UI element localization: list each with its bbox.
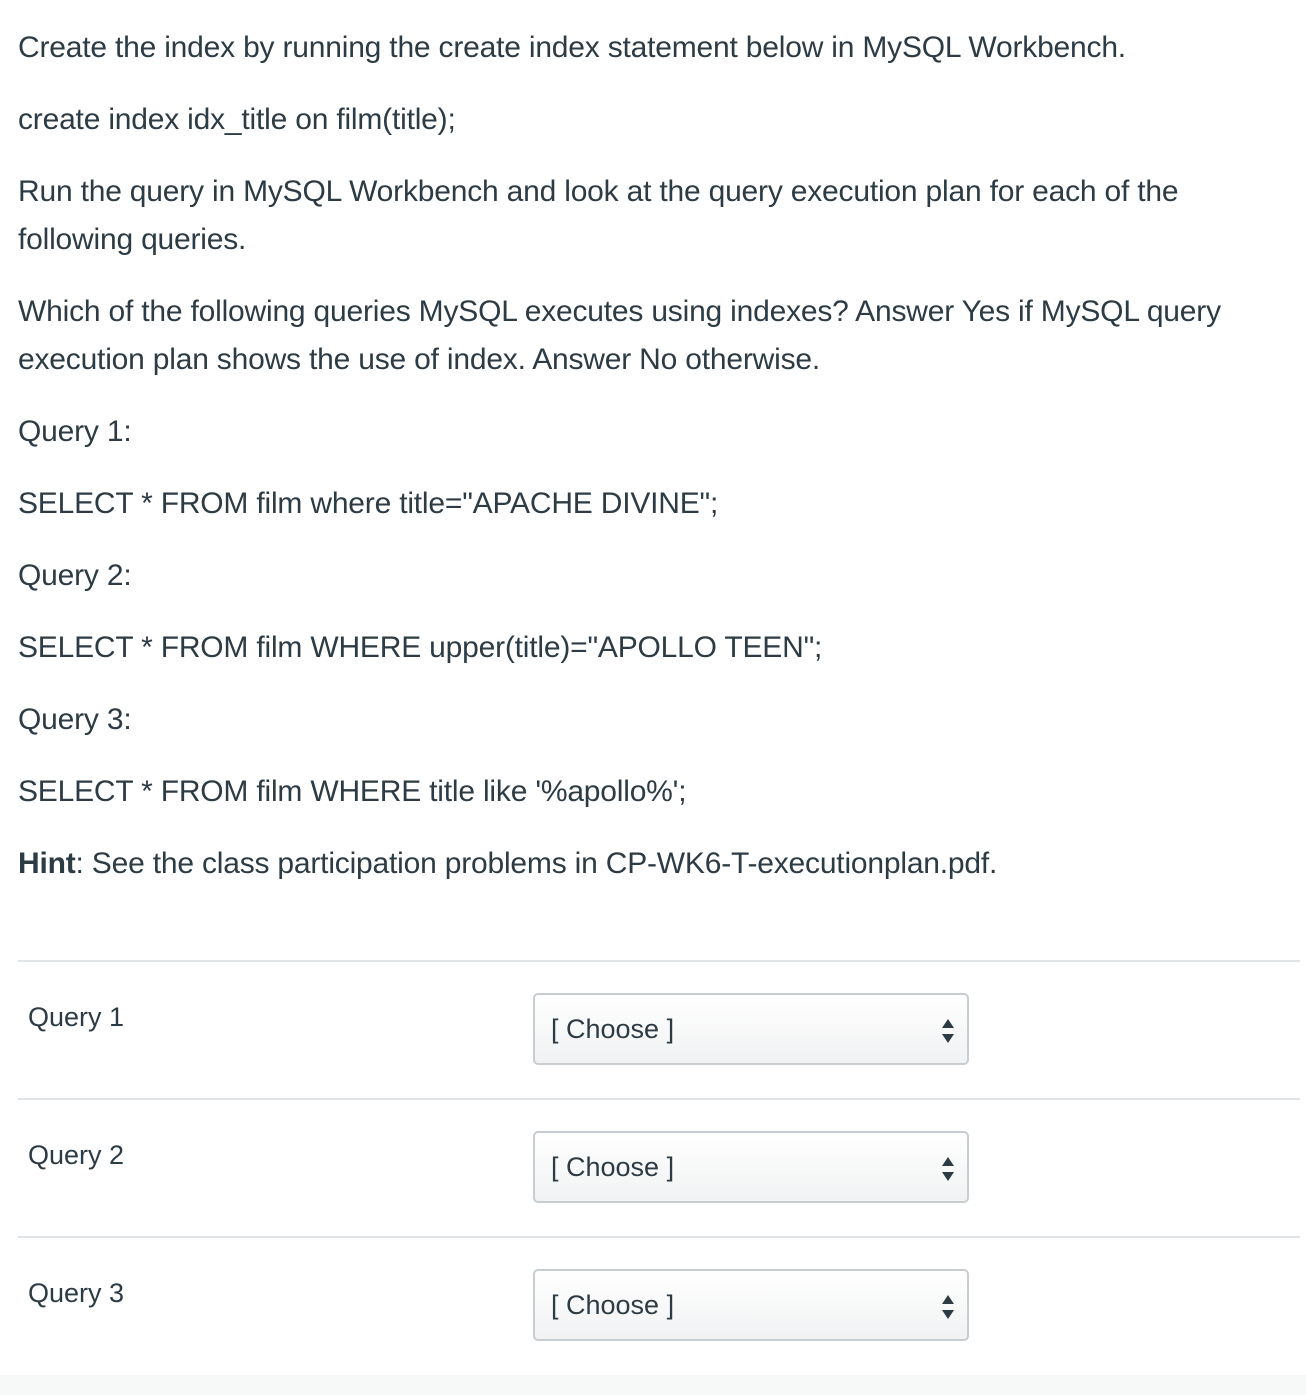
answer-row-query-1 [18,960,1300,1100]
answer-select-query-3[interactable] [533,1269,969,1341]
answer-select-query-1[interactable] [533,993,969,1065]
instruction-which-queries: Which of the following queries MySQL executes using indexes? Answer Yes if MySQL query execution plan shows the use of index. Answer No otherwise. [18,295,1221,376]
query-1-heading: Query 1: [18,415,132,448]
answer-row-query-3 [18,1236,1300,1376]
hint [18,840,1288,888]
hint-text: : See the class participation problems in CP-WK6-T-executionplan.pdf. [75,847,998,880]
answer-row-query-2 [18,1098,1300,1238]
up-down-arrows-icon [941,1293,955,1321]
page-bottom-edge [0,1375,1306,1395]
answer-label-query-1: Query 1 [28,1002,125,1032]
query-1-sql: SELECT * FROM film where title="APACHE DIVINE"; [18,487,719,520]
answer-label-query-3: Query 3 [28,1278,125,1308]
select-value: [ Choose ] [551,1152,675,1182]
up-down-arrows-icon [941,1155,955,1183]
query-2-sql: SELECT * FROM film WHERE upper(title)="APOLLO TEEN"; [18,631,823,664]
select-value: [ Choose ] [551,1014,675,1044]
query-3-heading: Query 3: [18,703,132,736]
hint-label: Hint [18,847,76,880]
instruction-create-index: Create the index by running the create index statement below in MySQL Workbench. [18,31,1126,64]
up-down-arrows-icon [941,1017,955,1045]
create-index-statement: create index idx_title on film(title); [18,103,456,136]
answer-select-query-2[interactable] [533,1131,969,1203]
instruction-run-query: Run the query in MySQL Workbench and look at the query execution plan for each of the following queries. [18,175,1179,256]
answer-label-query-2: Query 2 [28,1140,125,1170]
query-2-heading: Query 2: [18,559,132,592]
select-value: [ Choose ] [551,1290,675,1320]
query-3-sql: SELECT * FROM film WHERE title like '%apollo%'; [18,775,687,808]
